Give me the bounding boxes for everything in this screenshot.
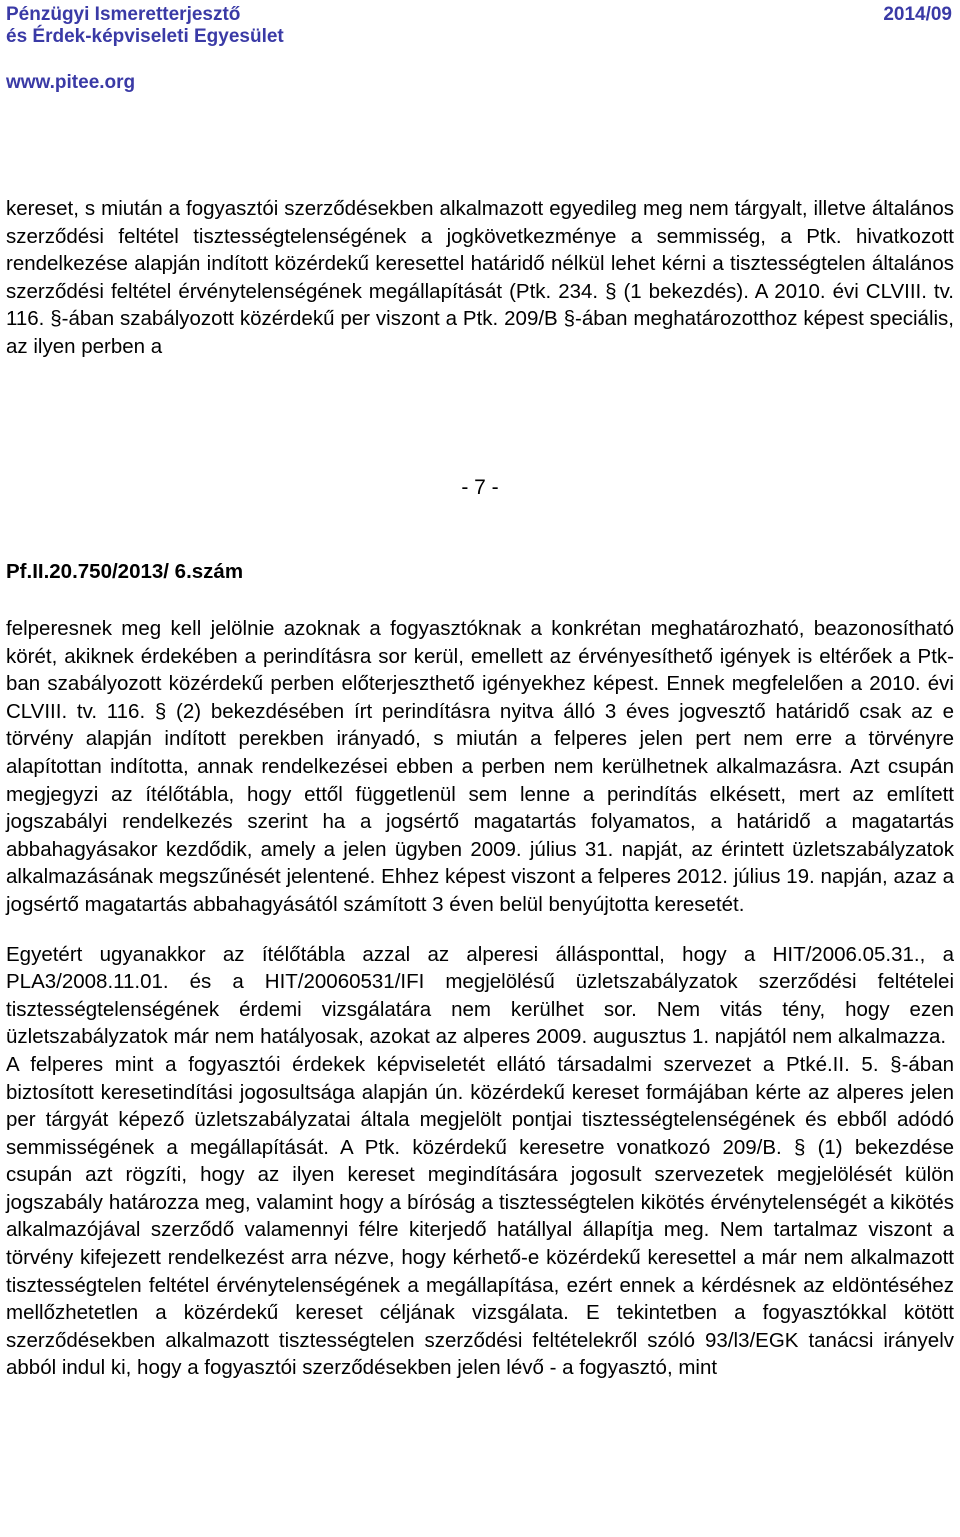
org-name-line1: Pénzügyi Ismeretterjesztő xyxy=(6,4,241,25)
top-paragraph: kereset, s miután a fogyasztói szerződésekben alkalmazott egyedileg meg nem tárgyalt, illetve általános szerződési feltétel tisztességtelenségének a jogkövetkezménye a semmisség, a Ptk. hivatkozott rendelkezése alapján indított közérdekű keresettel határidő nélkül lehet kérni a tisztességtelen általános szerződési feltétel érvénytelenségének megállapítását (Ptk. 234. § (1 bekezdés). A 2010. évi CLVIII. tv. 116. §-ában szabályozott közérdekű per viszont a Ptk. 209/B §-ában meghatározotthoz képest speciális, az ilyen perben a xyxy=(6,197,954,358)
paragraph-3: A felperes mint a fogyasztói érdekek képviseletét ellátó társadalmi szervezet a Ptké.II. 5. §-ában biztosított keresetindítási jogosultsága alapján ún. közérdekű kereset formájában kérte az alperes jelen per tárgyát képező üzletszabályzatai általa megjelölt pontjai tisztességtelenségének és ebből adódó semmisségének a megállapítását. A Ptk. közérdekű keresetre vonatkozó 209/B. § (1) bekezdése csupán azt rögzíti, hogy az ilyen kereset megindítására jogosult szervezetek megjelölését külön jogszabály határozza meg, valamint hogy a bíróság a tisztességtelen kikötés érvénytelenségét a kikötés alkalmazójával szerződő valamennyi félre kiterjedő hatállyal állapítja meg. Nem tartalmaz viszont a törvény kifejezett rendelkezést arra nézve, hogy kérhető-e közérdekű keresettel a már nem alkalmazott tisztességtelen feltétel érvénytelenségének a megállapítása, ezért ennek a kérdésnek az eldöntéséhez mellőzhetetlen a közérdekű kereset céljának vizsgálata. E tekintetben a fogyasztókkal kötött szerződésekben alkalmazott tisztességtelen szerződési feltételekről szóló 93/l3/EGK tanácsi irányelv abból indul ki, hogy a fogyasztói szerződésekben jelen lévő - a fogyasztó, mint xyxy=(6,1052,954,1380)
paragraph-2: Egyetért ugyanakkor az ítélőtábla azzal az alperesi állásponttal, hogy a HIT/2006.05.31., a PLA3/2008.11.01. és a HIT/20060531/IFI megjelölésű üzletszabályzatok szerződési feltételei tisztességtelenségének érdemi vizsgálatára nem kerülhet sor. Nem vitás tény, hogy ezen üzletszabályzatok már nem hatályosak, azokat az alperes 2009. augusztus 1. napjától nem alkalmazza. xyxy=(6,942,954,1049)
header-date: 2014/09 xyxy=(883,4,952,25)
org-name-line2: és Érdek-képviseleti Egyesület xyxy=(6,26,284,47)
case-number: Pf.II.20.750/2013/ 6.szám xyxy=(6,560,244,583)
main-text-block xyxy=(6,615,954,1382)
top-text-block xyxy=(6,195,954,361)
website-link[interactable]: www.pitee.org xyxy=(6,72,136,93)
page-number: - 7 - xyxy=(461,476,499,499)
paragraph-1: felperesnek meg kell jelölnie azoknak a fogyasztóknak a konkrétan meghatározható, beazonosítható körét, akiknek érdekében a perindításra sor kerül, emellett az érvényesíthető igények is eltérőek a Ptk-ban szabályozott közérdekű perben előterjeszthető igényekhez képest. Ennek megfelelően a 2010. évi CLVIII. tv. 116. § (2) bekezdésében írt perindításra nyitva álló 3 éves jogvesztő határidő csak az e törvény alapján indított perekben irányadó, s miután a felperes jelen pert nem erre a törvényre alapítottan indította, annak rendelkezései ebben a perben nem kerülhetnek alkalmazásra. Azt csupán megjegyzi az ítélőtábla, hogy ettől függetlenül sem lenne a perindítás elkésett, mert az említett jogszabályi rendelkezés szerint ha a jogsértő magatartás folyamatos, a határidő a magatartás abbahagyásakor kezdődik, amely a jelen ügyben 2009. július 31. napját, az érintett üzletszabályzatok alkalmazásának megszűnését jelentené. Ehhez képest viszont a felperes 2012. július 19. napján, azaz a jogsértő magatartás abbahagyásától számított 3 éven belül benyújtotta keresetét. xyxy=(6,617,954,916)
